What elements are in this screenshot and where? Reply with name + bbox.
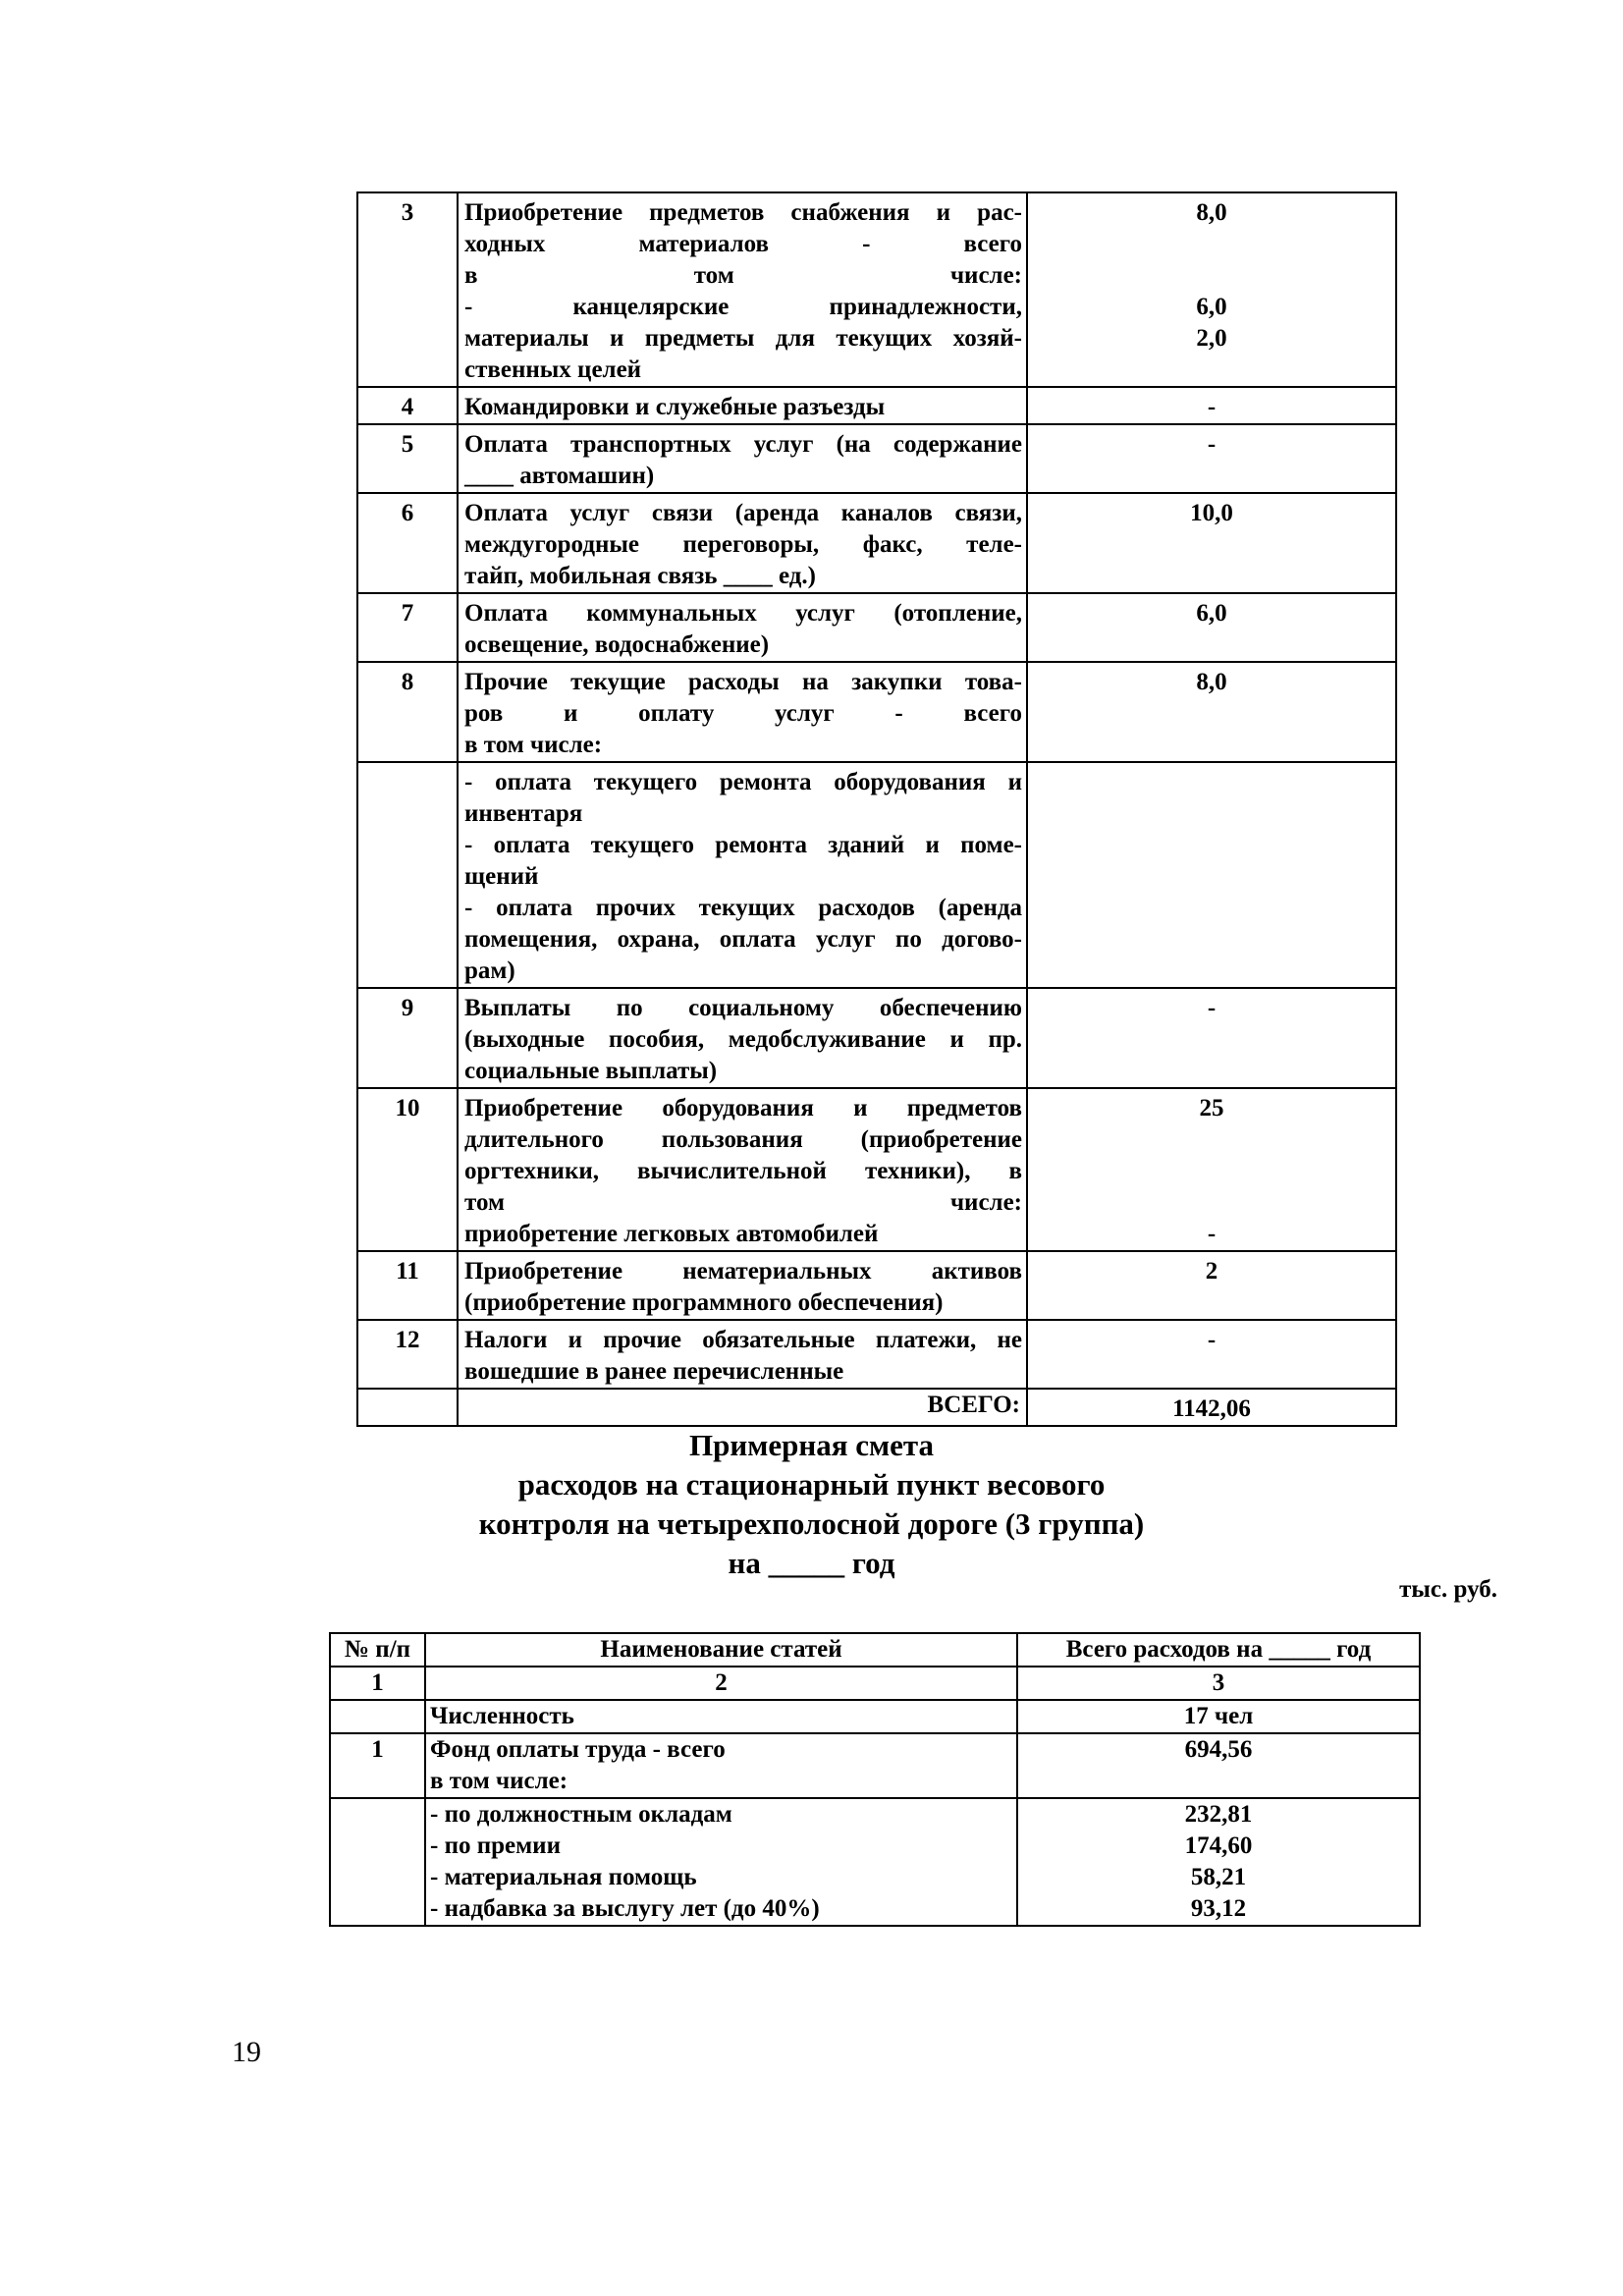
row-number-cell: 3 bbox=[357, 192, 458, 387]
row-name-line: Приобретение оборудования и предметов bbox=[464, 1095, 1022, 1121]
units-label: тыс. руб. bbox=[1399, 1576, 1497, 1603]
row-name-line: Приобретение нематериальных активов bbox=[464, 1258, 1022, 1285]
row-name-line: в том числе: bbox=[430, 1768, 568, 1794]
header-cell-number: № п/п bbox=[330, 1633, 425, 1667]
table-row bbox=[357, 1320, 1396, 1389]
row-value bbox=[1028, 1124, 1395, 1156]
row-name-cell bbox=[458, 762, 1027, 988]
row-name-line: в том числе: bbox=[464, 262, 1022, 289]
row-value-cell bbox=[1017, 1798, 1420, 1926]
estimate-table bbox=[329, 1632, 1421, 1927]
row-number-cell: 9 bbox=[357, 988, 458, 1088]
table-row bbox=[357, 988, 1396, 1088]
heading-line-3: контроля на четырехполосной дороге (3 группа) bbox=[478, 1506, 1145, 1541]
row-name-line: в том числе: bbox=[464, 732, 603, 758]
row-name-line: ров и оплату услуг - всего bbox=[464, 700, 1022, 727]
row-value-cell bbox=[1027, 424, 1396, 493]
row-value: 232,81 bbox=[1184, 1801, 1253, 1828]
row-value: - bbox=[1207, 394, 1217, 420]
table-row bbox=[357, 387, 1396, 424]
row-value: 2,0 bbox=[1196, 325, 1227, 352]
heading-line-1: Примерная смета bbox=[689, 1428, 934, 1462]
row-number-cell: 8 bbox=[357, 662, 458, 762]
estimate-heading bbox=[0, 1426, 1623, 1583]
table-row bbox=[357, 662, 1396, 762]
row-name-line: Оплата коммунальных услуг (отопление, bbox=[464, 600, 1022, 627]
expense-table-continued bbox=[356, 191, 1397, 1427]
row-number-cell: 11 bbox=[357, 1251, 458, 1320]
row-value-cell bbox=[1027, 387, 1396, 424]
row-number-cell: 4 bbox=[357, 387, 458, 424]
row-value-cell bbox=[1027, 593, 1396, 662]
table-row bbox=[357, 1088, 1396, 1251]
row-value bbox=[1028, 229, 1395, 260]
row-value: 17 чел bbox=[1183, 1703, 1254, 1729]
index-cell-3: 3 bbox=[1017, 1667, 1420, 1700]
row-name-cell bbox=[458, 387, 1027, 424]
row-name-line: Приобретение предметов снабжения и рас- bbox=[464, 199, 1022, 226]
row-name-line: (выходные пособия, медобслуживание и пр. bbox=[464, 1026, 1022, 1053]
index-cell-1: 1 bbox=[330, 1667, 425, 1700]
row-name-line: междугородные переговоры, факс, теле- bbox=[464, 531, 1022, 558]
row-value: 6,0 bbox=[1196, 294, 1227, 320]
table-row bbox=[357, 192, 1396, 387]
row-name-line: - материальная помощь bbox=[430, 1864, 697, 1890]
heading-line-4: на _____ год bbox=[728, 1546, 895, 1580]
table-row bbox=[357, 593, 1396, 662]
row-number-cell: 10 bbox=[357, 1088, 458, 1251]
row-value: - bbox=[1207, 1221, 1217, 1247]
row-value: 6,0 bbox=[1196, 600, 1227, 627]
row-name-line: Численность bbox=[430, 1703, 574, 1729]
total-value: 1142,06 bbox=[1027, 1389, 1396, 1426]
row-value bbox=[1028, 1156, 1395, 1187]
row-name-cell bbox=[458, 988, 1027, 1088]
row-name-line: Фонд оплаты труда - всего bbox=[430, 1736, 726, 1763]
row-value-cell bbox=[1027, 192, 1396, 387]
total-empty-cell bbox=[357, 1389, 458, 1426]
heading-line-2: расходов на стационарный пункт весового bbox=[517, 1467, 1106, 1502]
row-value bbox=[1028, 260, 1395, 292]
row-number-cell: 7 bbox=[357, 593, 458, 662]
table-index-row bbox=[330, 1667, 1420, 1700]
row-name-line: ходных материалов - всего bbox=[464, 231, 1022, 257]
row-name-cell bbox=[458, 1251, 1027, 1320]
estimate-table-body bbox=[330, 1633, 1420, 1926]
row-name-line: вошедшие в ранее перечисленные bbox=[464, 1358, 844, 1385]
row-name-cell bbox=[425, 1700, 1017, 1733]
row-number-cell: 12 bbox=[357, 1320, 458, 1389]
row-name-cell bbox=[458, 493, 1027, 593]
row-name-cell bbox=[425, 1798, 1017, 1926]
total-row bbox=[357, 1389, 1396, 1426]
row-name-line: Выплаты по социальному обеспечению bbox=[464, 995, 1022, 1021]
expense-table-body bbox=[357, 192, 1396, 1426]
row-name-line: - по премии bbox=[430, 1832, 561, 1859]
row-value: - bbox=[1207, 431, 1217, 458]
row-value-cell bbox=[1027, 1320, 1396, 1389]
row-number-cell bbox=[330, 1700, 425, 1733]
row-name-line: длительного пользования (приобретение bbox=[464, 1126, 1022, 1153]
row-name-cell bbox=[458, 662, 1027, 762]
row-name-line: Прочие текущие расходы на закупки това- bbox=[464, 669, 1022, 695]
row-name-line: приобретение легковых автомобилей bbox=[464, 1221, 879, 1247]
row-value: 694,56 bbox=[1184, 1736, 1253, 1763]
row-name-line: том числе: bbox=[464, 1189, 1022, 1216]
row-value-cell bbox=[1027, 493, 1396, 593]
row-value: 8,0 bbox=[1196, 199, 1227, 226]
row-name-line: - надбавка за выслугу лет (до 40%) bbox=[430, 1895, 820, 1922]
row-name-line: ____ автомашин) bbox=[464, 463, 655, 489]
row-name-line: - по должностным окладам bbox=[430, 1801, 732, 1828]
row-value-cell bbox=[1027, 988, 1396, 1088]
row-value: 8,0 bbox=[1196, 669, 1227, 695]
row-number-cell: 6 bbox=[357, 493, 458, 593]
row-name-line: - оплата текущего ремонта оборудования и bbox=[464, 769, 1022, 795]
row-name-cell bbox=[458, 1088, 1027, 1251]
row-name-line: Оплата транспортных услуг (на содержание bbox=[464, 431, 1022, 458]
index-cell-2: 2 bbox=[425, 1667, 1017, 1700]
row-value-cell bbox=[1027, 662, 1396, 762]
row-name-line: тайп, мобильная связь ____ ед.) bbox=[464, 563, 816, 589]
row-value-cell bbox=[1017, 1700, 1420, 1733]
row-name-line: инвентаря bbox=[464, 800, 583, 827]
row-value: 174,60 bbox=[1184, 1832, 1253, 1859]
row-value: 58,21 bbox=[1190, 1864, 1247, 1890]
row-name-cell bbox=[425, 1733, 1017, 1798]
row-name-line: Командировки и служебные разъезды bbox=[464, 394, 886, 420]
row-name-line: - оплата текущего ремонта зданий и поме- bbox=[464, 832, 1022, 858]
row-name-line: - оплата прочих текущих расходов (аренда bbox=[464, 895, 1022, 921]
row-name-line: рам) bbox=[464, 957, 515, 984]
row-value-cell bbox=[1017, 1733, 1420, 1798]
header-cell-name: Наименование статей bbox=[425, 1633, 1017, 1667]
row-value: 25 bbox=[1199, 1095, 1224, 1121]
row-name-line: социальные выплаты) bbox=[464, 1058, 718, 1084]
table-row bbox=[330, 1733, 1420, 1798]
row-name-line: (приобретение программного обеспечения) bbox=[464, 1289, 944, 1316]
row-name-line: - канцелярские принадлежности, bbox=[464, 294, 1022, 320]
row-name-line: материалы и предметы для текущих хозяй- bbox=[464, 325, 1022, 352]
row-value: 93,12 bbox=[1190, 1895, 1247, 1922]
row-name-line: Оплата услуг связи (аренда каналов связи, bbox=[464, 500, 1022, 526]
row-number-cell: 5 bbox=[357, 424, 458, 493]
table-header-row bbox=[330, 1633, 1420, 1667]
row-value bbox=[1028, 1187, 1395, 1219]
row-name-line: освещение, водоснабжение) bbox=[464, 631, 770, 658]
row-name-line: ственных целей bbox=[464, 356, 642, 383]
row-value: 10,0 bbox=[1190, 500, 1233, 526]
row-number-cell bbox=[357, 762, 458, 988]
row-name-line: оргтехники, вычислительной техники), в bbox=[464, 1158, 1022, 1184]
table-row bbox=[357, 1251, 1396, 1320]
row-value: - bbox=[1207, 995, 1217, 1021]
total-label: ВСЕГО: bbox=[458, 1389, 1027, 1426]
table-row bbox=[357, 762, 1396, 988]
row-name-line: щений bbox=[464, 863, 539, 890]
table-row bbox=[357, 424, 1396, 493]
table-row bbox=[330, 1798, 1420, 1926]
table-row bbox=[330, 1700, 1420, 1733]
page-number: 19 bbox=[232, 2036, 261, 2068]
header-cell-total: Всего расходов на _____ год bbox=[1017, 1633, 1420, 1667]
row-number-cell: 1 bbox=[330, 1733, 425, 1798]
row-name-cell bbox=[458, 1320, 1027, 1389]
row-value: - bbox=[1207, 1327, 1217, 1353]
row-name-cell bbox=[458, 593, 1027, 662]
row-name-line: Налоги и прочие обязательные платежи, не bbox=[464, 1327, 1022, 1353]
row-value-cell bbox=[1027, 1251, 1396, 1320]
table-row bbox=[357, 493, 1396, 593]
row-value-cell bbox=[1027, 762, 1396, 988]
row-name-line: помещения, охрана, оплата услуг по догово- bbox=[464, 926, 1022, 953]
row-name-cell bbox=[458, 192, 1027, 387]
row-value-cell bbox=[1027, 1088, 1396, 1251]
row-name-cell bbox=[458, 424, 1027, 493]
row-value: 2 bbox=[1205, 1258, 1218, 1285]
row-number-cell bbox=[330, 1798, 425, 1926]
